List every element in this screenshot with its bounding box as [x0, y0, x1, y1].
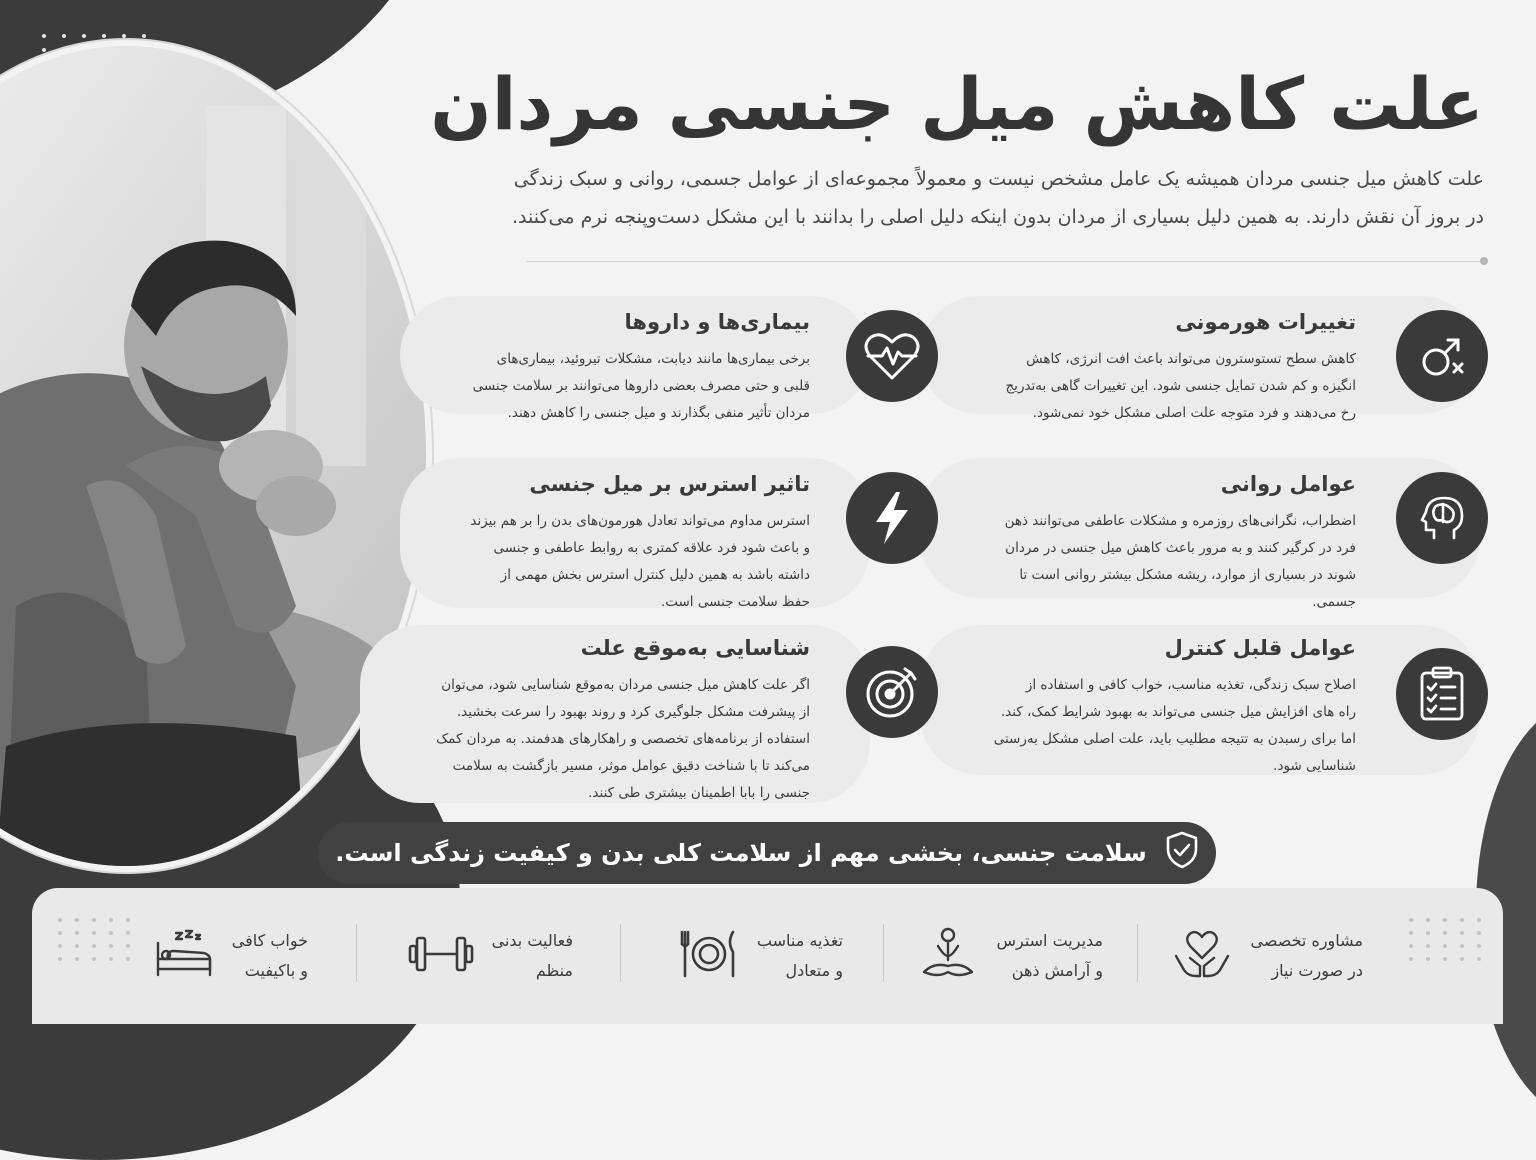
divider	[526, 261, 1484, 262]
hands-heart-icon	[1172, 926, 1232, 986]
card-title: شناسایی به‌موقع علت	[580, 636, 810, 660]
card-body	[976, 346, 1356, 427]
card-title: عوامل روانی	[1220, 472, 1356, 496]
card-line: مردان تأثیر منفی بگذارند و میل جنسی را کاهش دهند.	[507, 405, 810, 421]
card-controllable	[886, 636, 1356, 774]
card-body	[420, 346, 810, 427]
bed-sleep-icon	[154, 929, 214, 983]
page-title: علت کاهش میل جنسی مردان	[430, 62, 1484, 146]
card-title: تغییرات هورمونی	[1175, 310, 1356, 334]
card-line: اضطراب، نگرانی‌های روزمره و مشکلات عاطفی می‌توانند ذهن	[1004, 513, 1356, 529]
card-line: می‌کند تا با شناخت دقیق عوامل موثر، مسیر بازگشت به سلامت	[452, 758, 810, 774]
tip-separator	[1137, 924, 1138, 982]
brain-head-icon	[1396, 472, 1488, 564]
card-body	[420, 672, 810, 807]
intro-line: علت کاهش میل جنسی مردان همیشه یک عامل مشخص نیست و معمولاً مجموعه‌ای از عوامل جسمی، روانی و سبک زندگی	[513, 168, 1484, 190]
card-line: شوند در بسیاری از موارد، ریشه مشکل بیشتر روانی است تا جسمی.	[1019, 567, 1356, 610]
card-diagnosis	[420, 636, 810, 801]
banner-text: سلامت جنسی، بخشی مهم از سلامت کلی بدن و کیفیت زندگی است.	[335, 839, 1147, 867]
card-title: تاثیر استرس بر میل جنسی	[529, 472, 810, 496]
tip-line: منظم	[535, 961, 573, 980]
tip-separator	[620, 924, 621, 982]
tip-sleep	[154, 888, 308, 1024]
target-arrow-icon	[846, 646, 938, 738]
card-line: کاهش سطح تستوسترون می‌تواند باعث افت انرژی، کاهش	[1026, 351, 1356, 367]
card-line: داشته باشد به همین دلیل کنترل استرس بخش مهمی از	[500, 567, 810, 583]
card-line: حفظ سلامت جنسی است.	[660, 594, 810, 610]
tip-line: مدیریت استرس	[996, 931, 1103, 950]
card-title: بیماری‌ها و داروها	[624, 310, 810, 334]
tip-line: تغذیه مناسب	[756, 931, 843, 950]
tips-strip	[32, 888, 1503, 1024]
intro-line: در بروز آن نقش دارند. به همین دلیل بسیاری از مردان بدون اینکه دلیل اصلی را بدانند با این مشکل دست‌وپنجه نرم می‌کنند.	[511, 206, 1484, 228]
card-line: رخ می‌دهند و فرد متوجه علت اصلی مشکل خود نمی‌شود.	[1032, 405, 1356, 421]
tip-line: و متعادل	[785, 961, 843, 980]
card-line: و باعث شود فرد علاقه کمتری به روابط عاطفی و جنسی	[493, 540, 810, 556]
card-line: قلبی و حتی مصرف بعضی داروها می‌توانند بر سلامت جنسی	[472, 378, 810, 394]
key-message-banner	[318, 822, 1216, 884]
card-line: استرس مداوم می‌تواند تعادل هورمون‌های بدن را بر هم بیزند	[470, 513, 810, 529]
card-line: جنسی را بابا اطمینان بیشتری طی کنند.	[588, 785, 810, 801]
decorative-dot-grid	[54, 918, 130, 961]
card-line: از پیشرفت مشکل جلوگیری کرد و روند بهبود را سرعت بخشید.	[456, 704, 810, 720]
gender-symbols-icon	[1396, 310, 1488, 402]
card-line: انگیزه و کم شدن تمایل جنسی شود. این تغییرات گاهی به‌تدریج	[1005, 378, 1356, 394]
card-line: راه های افزایش میل جنسی می‌تواند به بهبود شرایط کمک، کند.	[1000, 704, 1356, 720]
card-body	[976, 508, 1356, 616]
card-line: اما برای رسبدن به تتیجه مطلیب باید، علت اصلی مشکل به‌رستی	[993, 731, 1356, 747]
tip-stress-management	[918, 888, 1103, 1024]
decorative-dot-grid	[1405, 918, 1481, 961]
divider-dot	[1480, 257, 1488, 265]
tip-separator	[883, 924, 884, 982]
tip-line: خواب کافی	[231, 931, 308, 950]
card-stress	[420, 472, 810, 610]
tip-physical-activity	[408, 888, 573, 1024]
tip-line: فعالیت بدنی	[491, 931, 573, 950]
heart-pulse-icon	[846, 310, 938, 402]
dumbbell-icon	[408, 934, 474, 978]
card-line: اصلاح سبک زندگی، تغذیه مناسب، خواب کافی و استفاده از	[1025, 677, 1356, 693]
tip-line: و باکیفیت	[244, 961, 308, 980]
card-line: شناسایی شود.	[1273, 758, 1356, 774]
card-body	[420, 508, 810, 616]
clipboard-checklist-icon	[1396, 648, 1488, 740]
lightning-icon	[846, 472, 938, 564]
tip-line: مشاوره تخصصی	[1250, 931, 1363, 950]
card-line: برخی بیماری‌ها مانند دیابت، مشکلات تیروئید، بیماری‌های	[496, 351, 810, 367]
tip-counseling	[1172, 888, 1363, 1024]
card-title: عوامل قلبل کنترل	[1164, 636, 1356, 660]
intro-paragraph	[504, 160, 1484, 236]
card-body	[976, 672, 1356, 780]
card-line: استفاده از برنامه‌های تخصصی و راهکارهای هدفمند. به مردان کمک	[436, 731, 810, 747]
card-psychological	[886, 472, 1356, 610]
card-hormonal	[886, 310, 1356, 420]
meditation-icon	[918, 926, 978, 986]
card-line: فرد در کرگیر کنند و به مرور باعث کاهش میل جنسی در مردان	[1005, 540, 1356, 556]
card-diseases	[420, 310, 810, 420]
tip-line: در صورت نیاز	[1271, 961, 1363, 980]
shield-check-icon	[1165, 831, 1199, 875]
tip-line: و آرامش ذهن	[1011, 961, 1103, 980]
tip-nutrition	[679, 888, 843, 1024]
tip-separator	[356, 924, 357, 982]
plate-cutlery-icon	[679, 926, 739, 986]
card-line: اگر علت کاهش میل جنسی مردان به‌موقع شناسایی شود، می‌توان	[441, 677, 810, 693]
